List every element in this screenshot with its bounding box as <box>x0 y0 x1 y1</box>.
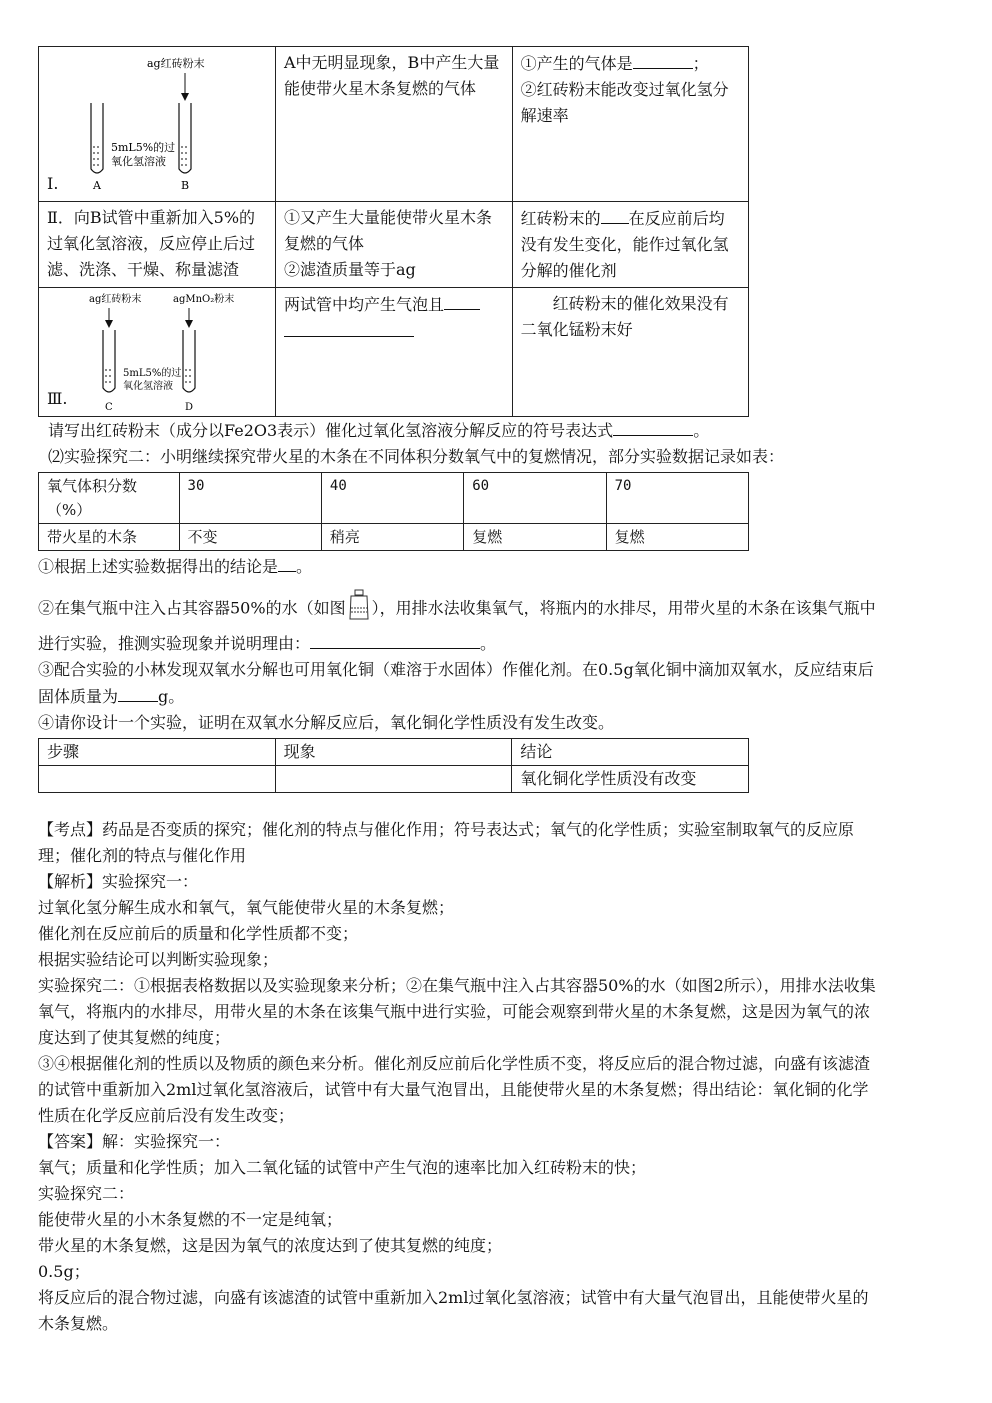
conclusion-3: 红砖粉末的催化效果没有二氧化锰粉末好 <box>520 294 729 339</box>
value-cell: 30 <box>179 473 321 524</box>
answer-blank[interactable] <box>444 291 480 310</box>
answer-line: 实验探究二： <box>38 1184 135 1203</box>
answer-blank[interactable] <box>118 683 158 702</box>
roman-numeral-1: Ⅰ. <box>47 174 59 193</box>
value-cell: 60 <box>464 473 606 524</box>
answer-blank[interactable] <box>613 417 693 436</box>
analysis-line: 过氧化氢分解生成水和氧气，氧气能使带火星的木条复燃； <box>38 898 455 917</box>
gas-bottle-icon <box>346 588 372 630</box>
tube-b-label: B <box>181 179 190 192</box>
answer-blank[interactable] <box>278 553 296 572</box>
answer-line: 能使带火星的小木条复燃的不一定是纯氧； <box>38 1210 343 1229</box>
tube-a-label: A <box>93 179 101 192</box>
test-tubes-cd-icon <box>39 288 275 416</box>
design-table <box>38 738 749 793</box>
step-cell-2 <box>39 202 276 288</box>
fig1-top-label: ag红砖粉末 <box>147 57 205 70</box>
steps-cell[interactable] <box>39 766 276 793</box>
punct: 。 <box>296 557 313 576</box>
row-label: 带火星的木条 <box>39 524 180 551</box>
figure-cell-3 <box>39 288 276 417</box>
exp2-intro: ⑵实验探究二：小明继续探究带火星的木条在不同体积分数氧气中的复燃情况，部分实验数据记录如表： <box>48 447 785 466</box>
conclusion-cell-2 <box>512 202 748 288</box>
value-cell: 70 <box>606 473 748 524</box>
table-row <box>39 202 749 288</box>
conclusion-2b: 在反应前后均没有发生变化，能作过氧化氢分解的催化剂 <box>520 209 729 280</box>
punct: g。 <box>158 687 185 706</box>
punct: 。 <box>693 421 710 440</box>
test-tubes-ab-icon <box>39 47 275 201</box>
result-cell: 复燃 <box>606 524 748 551</box>
answer-line: 0.5g； <box>38 1262 90 1281</box>
conclusion-1-text: ①产生的气体是 <box>520 54 633 73</box>
observation-cell-1 <box>276 47 513 202</box>
analysis-line: ③④根据催化剂的性质以及物质的颜色来分析。催化剂反应前后化学性质不变，将反应后的混合物过滤，向盛有该滤渣的试管中重新加入2ml过氧化氢溶液后，试管中有大量气泡冒出，且能使带火星的木条复燃；得出结论：氧化铜的化学性质在化学反应前后没有发生改变； <box>38 1054 871 1125</box>
test-tube-figure-3 <box>39 288 275 416</box>
table-row <box>39 288 749 417</box>
roman-numeral-3: Ⅲ. <box>47 389 68 408</box>
analysis-line: 实验探究二：①根据表格数据以及实验现象来分析；②在集气瓶中注入占其容器50%的水（如图2所示），用排水法收集氧气，将瓶内的水排尽，用带火星的木条在该集气瓶中进行实验，可能会观察到带火星的木条复燃，这是因为氧气的浓度达到了使其复燃的纯度； <box>38 976 876 1047</box>
conclusion-cell-1 <box>512 47 748 202</box>
question-4: ④请你设计一个实验，证明在双氧水分解反应后，氧化铜化学性质没有发生改变。 <box>38 713 615 732</box>
header-phenomenon: 现象 <box>275 739 512 766</box>
value-cell: 40 <box>321 473 463 524</box>
answer-line: 带火星的木条复燃，这是因为氧气的浓度达到了使其复燃的纯度； <box>38 1236 503 1255</box>
tube-d-label: D <box>185 402 194 413</box>
phenomenon-cell[interactable] <box>275 766 512 793</box>
result-cell: 不变 <box>179 524 321 551</box>
tube-c-label: C <box>105 402 113 413</box>
result-cell: 复燃 <box>464 524 606 551</box>
table-row <box>39 739 749 766</box>
fig3-mid-label: 5mL5%的过 <box>123 368 182 379</box>
document-page <box>38 46 878 1337</box>
answer-blank[interactable] <box>284 318 414 337</box>
question-1: ①根据上述实验数据得出的结论是 <box>38 557 279 576</box>
answer-blank[interactable] <box>310 630 480 649</box>
observation-cell-2 <box>276 202 513 288</box>
answer-blank[interactable] <box>633 50 693 69</box>
table-row <box>39 47 749 202</box>
conclusion-cell-3 <box>512 288 748 417</box>
question-2a: ②在集气瓶中注入占其容器50%的水（如图 <box>38 598 346 618</box>
observation-2b: ②滤渣质量等于ag <box>284 260 416 279</box>
figure-cell-1 <box>39 47 276 202</box>
question-3: ③配合实验的小林发现双氧水分解也可用氧化铜（难溶于水固体）作催化剂。在0.5g氧化铜中滴加双氧水，反应结束后固体质量为 <box>38 660 874 706</box>
observation-cell-3 <box>276 288 513 417</box>
analysis-line: 根据实验结论可以判断实验现象； <box>38 950 279 969</box>
test-tube-figure-1 <box>39 47 275 201</box>
punct: 。 <box>480 634 497 653</box>
conclusion-2a: 红砖粉末的 <box>520 209 601 228</box>
step-text-2: Ⅱ．向B试管中重新加入5%的过氧化氢溶液，反应停止后过滤、洗涤、干燥、称量滤渣 <box>47 208 256 279</box>
header-steps: 步骤 <box>39 739 276 766</box>
oxygen-head: 氧气体积分数（%） <box>39 473 180 524</box>
answer-title: 【答案】解：实验探究一： <box>38 1132 231 1151</box>
fig3-right-label: agMnO₂粉末 <box>173 294 235 305</box>
jiexi-title: 【解析】实验探究一： <box>38 872 199 891</box>
conclusion-cell: 氧化铜化学性质没有改变 <box>512 766 749 793</box>
observation-3: 两试管中均产生气泡且 <box>284 295 445 314</box>
answer-blank[interactable] <box>601 205 629 224</box>
conclusion-2-text: ②红砖粉末能改变过氧化氢分解速率 <box>520 80 729 125</box>
kaodian: 【考点】药品是否变质的探究；催化剂的特点与催化作用；符号表达式；氧气的化学性质；实验室制取氧气的反应原理；催化剂的特点与催化作用 <box>38 820 855 865</box>
equation-question: 请写出红砖粉末（成分以Fe2O3表示）催化过氧化氢溶液分解反应的符号表达式 <box>48 421 614 440</box>
oxygen-table <box>38 472 749 551</box>
punct: ； <box>692 54 709 73</box>
question-2b: ），用排水法收集氧气，将瓶内的水排尽，用带火星的木条在该集气瓶中进行实验，推测实验现象并说明理由： <box>38 598 876 653</box>
table-row <box>39 473 749 524</box>
observation-2a: ①又产生大量能使带火星木条复燃的气体 <box>284 208 493 253</box>
table-row <box>39 766 749 793</box>
answer-line: 将反应后的混合物过滤，向盛有该滤渣的试管中重新加入2ml过氧化氢溶液；试管中有大量气泡冒出，且能使带火星的木条复燃。 <box>38 1288 869 1333</box>
fig3-left-label: ag红砖粉末 <box>89 294 142 305</box>
answer-line: 氧气；质量和化学性质；加入二氧化锰的试管中产生气泡的速率比加入红砖粉末的快； <box>38 1158 647 1177</box>
table-row <box>39 524 749 551</box>
experiment-table-1 <box>38 46 749 417</box>
fig3-mid-label-2: 氧化氢溶液 <box>123 381 173 392</box>
header-conclusion: 结论 <box>512 739 749 766</box>
fig1-mid-label-2: 氧化氢溶液 <box>111 155 166 168</box>
result-cell: 稍亮 <box>321 524 463 551</box>
fig1-mid-label: 5mL5%的过 <box>111 141 176 154</box>
observation-text-1: A中无明显现象，B中产生大量能使带火星木条复燃的气体 <box>284 53 500 98</box>
analysis-line: 催化剂在反应前后的质量和化学性质都不变； <box>38 924 359 943</box>
